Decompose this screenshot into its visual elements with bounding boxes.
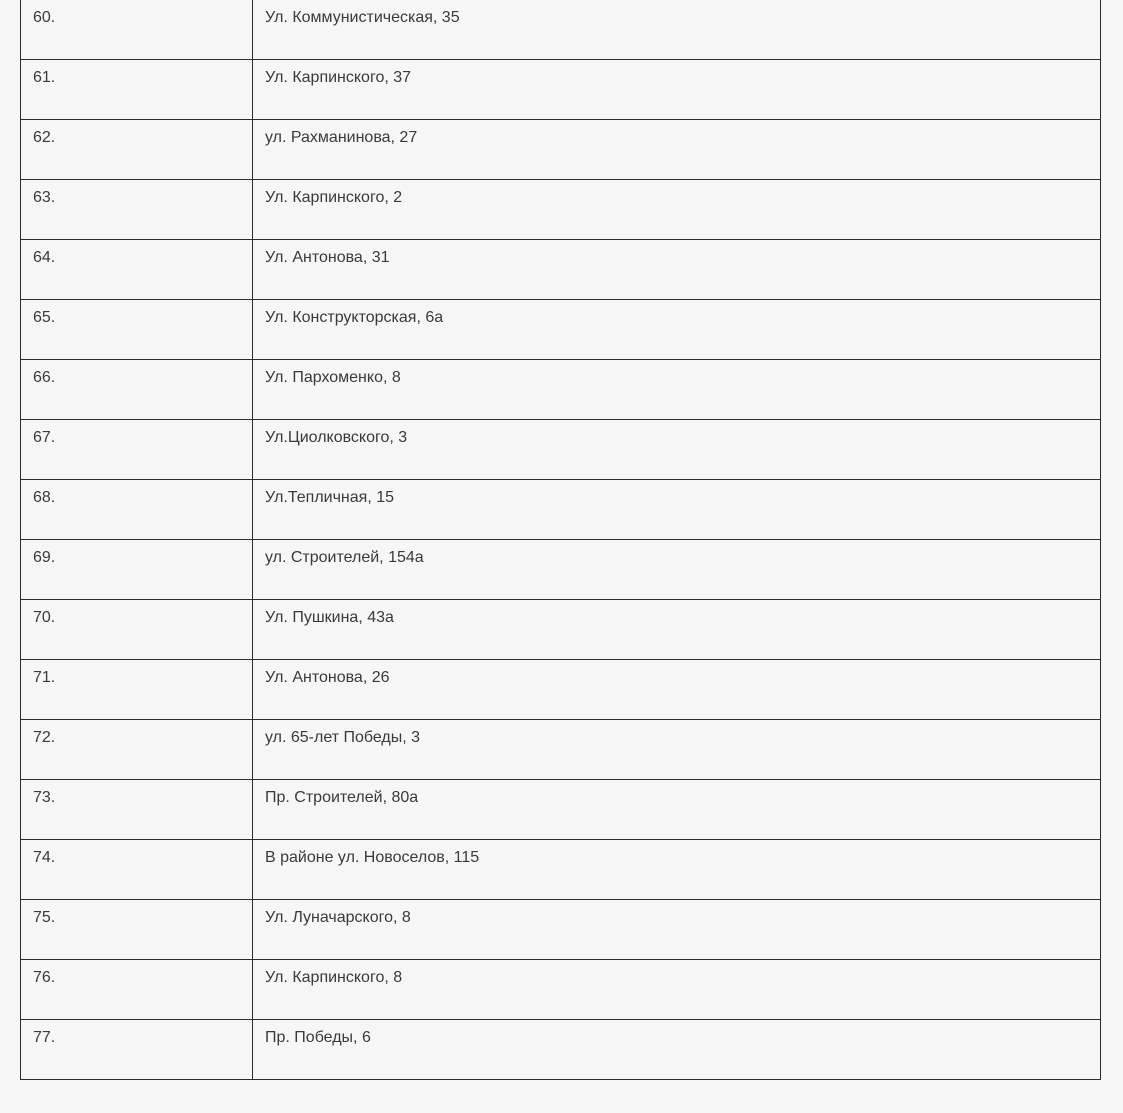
table-row [21, 840, 1101, 900]
row-address: Ул. Конструкторская, 6а [265, 309, 444, 326]
row-address: Ул.Тепличная, 15 [265, 489, 395, 506]
row-number: 71. [33, 669, 56, 686]
address-cell [253, 1020, 1101, 1080]
row-number: 73. [33, 789, 56, 806]
row-address: Ул.Циолковского, 3 [265, 429, 408, 446]
address-table-body [21, 0, 1101, 1080]
row-number-cell [21, 480, 253, 540]
row-number: 61. [33, 69, 56, 86]
table-row [21, 960, 1101, 1020]
address-cell [253, 900, 1101, 960]
row-number: 72. [33, 729, 56, 746]
row-number: 64. [33, 249, 56, 266]
table-row [21, 720, 1101, 780]
address-cell [253, 720, 1101, 780]
table-row [21, 240, 1101, 300]
address-cell [253, 420, 1101, 480]
row-number: 74. [33, 849, 56, 866]
row-number: 65. [33, 309, 56, 326]
address-cell [253, 60, 1101, 120]
row-address: Ул. Луначарского, 8 [265, 909, 411, 926]
table-row [21, 600, 1101, 660]
table-row [21, 300, 1101, 360]
address-cell [253, 180, 1101, 240]
row-number: 66. [33, 369, 56, 386]
row-address: Ул. Коммунистическая, 35 [265, 9, 460, 26]
row-number-cell [21, 540, 253, 600]
table-row [21, 360, 1101, 420]
row-number-cell [21, 300, 253, 360]
row-address: ул. Рахманинова, 27 [265, 129, 418, 146]
address-cell [253, 360, 1101, 420]
row-number: 69. [33, 549, 56, 566]
table-row [21, 180, 1101, 240]
row-number-cell [21, 60, 253, 120]
row-number: 62. [33, 129, 56, 146]
row-number: 75. [33, 909, 56, 926]
address-cell [253, 0, 1101, 60]
table-row [21, 1020, 1101, 1080]
row-number-cell [21, 420, 253, 480]
row-address: ул. Строителей, 154а [265, 549, 424, 566]
table-row [21, 540, 1101, 600]
row-address: Пр. Победы, 6 [265, 1029, 371, 1046]
row-number-cell [21, 0, 253, 60]
table-row [21, 120, 1101, 180]
row-address: В районе ул. Новоселов, 115 [265, 849, 480, 866]
address-cell [253, 480, 1101, 540]
row-number-cell [21, 1020, 253, 1080]
row-address: Ул. Карпинского, 2 [265, 189, 403, 206]
row-number-cell [21, 180, 253, 240]
row-number-cell [21, 240, 253, 300]
row-number: 68. [33, 489, 56, 506]
row-number-cell [21, 600, 253, 660]
row-address: Ул. Антонова, 26 [265, 669, 390, 686]
table-row [21, 480, 1101, 540]
row-number-cell [21, 120, 253, 180]
table-row [21, 780, 1101, 840]
row-number-cell [21, 780, 253, 840]
page-bottom-margin [0, 1100, 1123, 1113]
row-number: 70. [33, 609, 56, 626]
row-number-cell [21, 720, 253, 780]
row-number-cell [21, 840, 253, 900]
row-number: 63. [33, 189, 56, 206]
row-address: ул. 65-лет Победы, 3 [265, 729, 421, 746]
address-cell [253, 240, 1101, 300]
address-cell [253, 960, 1101, 1020]
address-cell [253, 840, 1101, 900]
table-row [21, 0, 1101, 60]
address-cell [253, 300, 1101, 360]
table-row [21, 420, 1101, 480]
row-address: Пр. Строителей, 80а [265, 789, 419, 806]
address-cell [253, 600, 1101, 660]
row-address: Ул. Карпинского, 37 [265, 69, 412, 86]
row-number-cell [21, 360, 253, 420]
row-address: Ул. Пархоменко, 8 [265, 369, 401, 386]
address-cell [253, 540, 1101, 600]
row-number-cell [21, 900, 253, 960]
row-number: 67. [33, 429, 56, 446]
table-row [21, 900, 1101, 960]
table-row [21, 60, 1101, 120]
row-number: 76. [33, 969, 56, 986]
row-address: Ул. Пушкина, 43а [265, 609, 394, 626]
address-cell [253, 660, 1101, 720]
table-row [21, 660, 1101, 720]
row-address: Ул. Антонова, 31 [265, 249, 390, 266]
row-number-cell [21, 960, 253, 1020]
row-number: 77. [33, 1029, 56, 1046]
address-cell [253, 780, 1101, 840]
row-number-cell [21, 660, 253, 720]
row-number: 60. [33, 9, 56, 26]
address-table [20, 0, 1101, 1080]
address-cell [253, 120, 1101, 180]
row-address: Ул. Карпинского, 8 [265, 969, 403, 986]
